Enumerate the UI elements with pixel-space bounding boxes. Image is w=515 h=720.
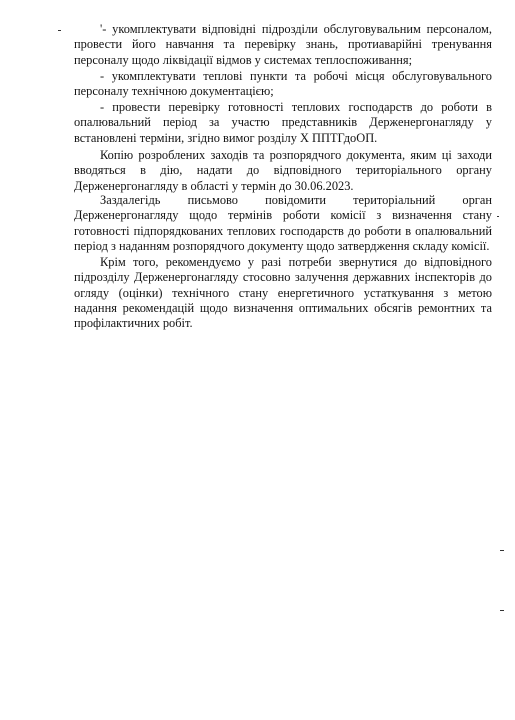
scan-speck [500,550,504,551]
scan-speck [500,610,504,611]
paragraph-readiness-check: - провести перевірку готовності теплових господарств до роботи в опалювальний період за участю представників Держенергонагляду у встановлені терміни, згідно вимог розділу X ППТГдоОП. [74,100,492,145]
scan-speck [497,216,499,217]
paragraph-copy-deadline: Копію розроблених заходів та розпорядчого документа, яким ці заходи вводяться в дію, надати до відповідного територіального органу Держенергонагляду в області у термін до 30.06.2023. [74,148,492,193]
paragraph-recommendation: Крім того, рекомендуємо у разі потреби звернутися до відповідного підрозділу Держенергонагляду стосовно залучення державних інспекторів до огляду (оцінки) технічного стану енергетичного устаткування з метою надання рекомендацій щодо визначення оптимальних обсягів ремонтних та профілактичних робіт. [74,255,492,331]
paragraph-documentation: - укомплектувати теплові пункти та робочі місця обслуговувального персоналу технічною документацією; [74,69,492,99]
paragraph-commission-notice: Заздалегідь письмово повідомити територіальний орган Держенергонагляду щодо термінів роботи комісії з визначення стану готовності підпорядкованих теплових господарств до роботи в опалювальний період з наданням розпорядчого документу щодо затвердження складу комісії. [74,193,492,253]
paragraph-staffing: '- укомплектувати відповідні підрозділи обслуговувальним персоналом, провести його навчання та перевірку знань, протиаварійні тренування персоналу щодо ліквідації відмов у системах теплоспоживання; [74,22,492,67]
scan-speck [58,30,61,31]
